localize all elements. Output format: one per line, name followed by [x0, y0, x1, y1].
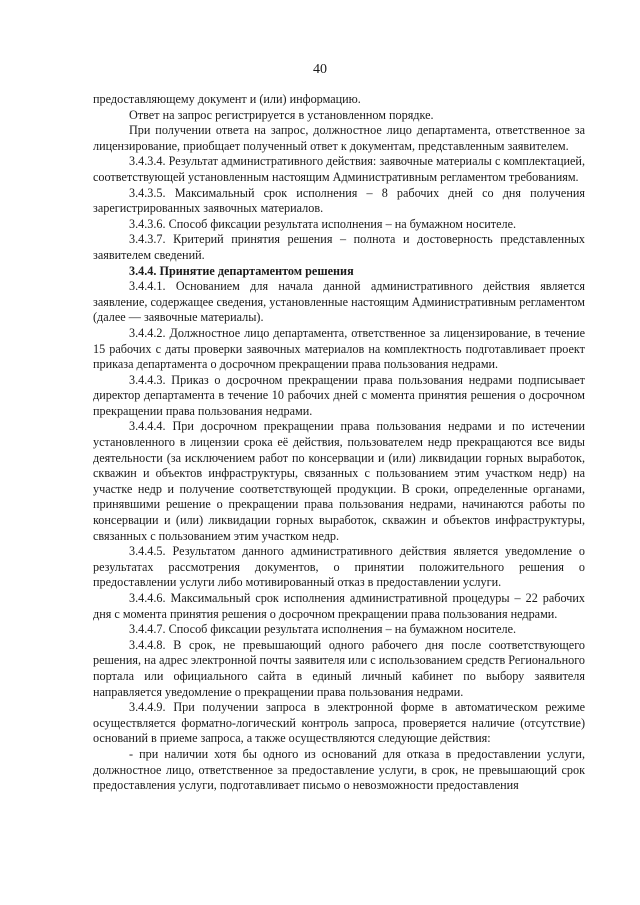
- paragraph: 3.4.4.3. Приказ о досрочном прекращении права пользования недрами подписывает директор департамента в течение 10 рабочих дней с момента принятия решения о досрочном прекращении права пользования недрами.: [93, 372, 585, 418]
- paragraph: 3.4.4.8. В срок, не превышающий одного рабочего дня после соответствующего решения, на адрес электронной почты заявителя или с использованием средств Регионального портала или официального сайта в единый личный кабинет по выбору заявителя направляется уведомление о прекращении права пользования недрами.: [93, 637, 586, 699]
- document-body: [93, 92, 585, 794]
- paragraph: 3.4.3.7. Критерий принятия решения – полнота и достоверность представленных заявителем сведений.: [93, 232, 585, 262]
- paragraph: предоставляющему документ и (или) информацию.: [93, 92, 361, 106]
- paragraph: 3.4.4.6. Максимальный срок исполнения административной процедуры – 22 рабочих дня с момента принятия решения о досрочном прекращении права пользования недрами.: [93, 591, 585, 621]
- paragraph: 3.4.3.4. Результат административного действия: заявочные материалы с комплектацией, соответствующей установленным настоящим Административным регламентом требованиям.: [93, 154, 585, 184]
- paragraph: 3.4.4.2. Должностное лицо департамента, ответственное за лицензирование, в течение 15 рабочих с даты проверки заявочных материалов на комплектность подготавливает проект приказа департамента о досрочном прекращении права пользования недрами.: [93, 325, 585, 372]
- paragraph: 3.4.3.5. Максимальный срок исполнения – 8 рабочих дней со дня получения зарегистрированных заявочных материалов.: [93, 185, 585, 216]
- paragraph: 3.4.4.5. Результатом данного административного действия является уведомление о результатах рассмотрения документов, о принятии положительного решения о предоставлении услуги либо мотивированный отказ в предоставлении услуги.: [93, 544, 585, 590]
- paragraph: 3.4.4.9. При получении запроса в электронной форме в автоматическом режиме осуществляется форматно-логический контроль запроса, проверяется наличие (отсутствие) оснований в приеме запроса, а также осуществляются следующие действия:: [93, 700, 585, 746]
- paragraph: При получении ответа на запрос, должностное лицо департамента, ответственное за лицензирование, приобщает полученный ответ к документам, представленным заявителем.: [93, 123, 585, 153]
- paragraph: Ответ на запрос регистрируется в установленном порядке.: [129, 107, 434, 122]
- paragraph: - при наличии хотя бы одного из оснований для отказа в предоставлении услуги, должностное лицо, ответственное за предоставление услуги, в срок, не превышающий срок предоставления услуги, подготавливает письмо о невозможности предоставления: [93, 746, 585, 793]
- paragraph: 3.4.3.6. Способ фиксации результата исполнения – на бумажном носителе.: [129, 216, 517, 231]
- paragraph: 3.4.4.4. При досрочном прекращении права пользования недрами и по истечении установленного в лицензии срока её действия, пользователем недр прекращаются все виды деятельности (за исключением работ по консервации и (или) ликвидации горных выработок, скважин и объектов инфраструктуры, связанных с пользованием этим участком недр) на участке недр и получение соответствующей продукции. В сроки, определенные органами, принявшими решение о прекращении права пользования недрами, начинаются работы по консервации и (или) ликвидации горных выработок, скважин и объектов инфраструктуры, связанных с пользованием этим участком недр.: [93, 419, 585, 543]
- section-heading: 3.4.4. Принятие департаментом решения: [129, 263, 354, 278]
- paragraph: 3.4.4.1. Основанием для начала данной административного действия является заявление, содержащее сведения, установленные настоящим Административным регламентом (далее — заявочные материалы).: [93, 279, 585, 325]
- page-number: 40: [313, 62, 327, 77]
- paragraph: 3.4.4.7. Способ фиксации результата исполнения – на бумажном носителе.: [129, 622, 517, 637]
